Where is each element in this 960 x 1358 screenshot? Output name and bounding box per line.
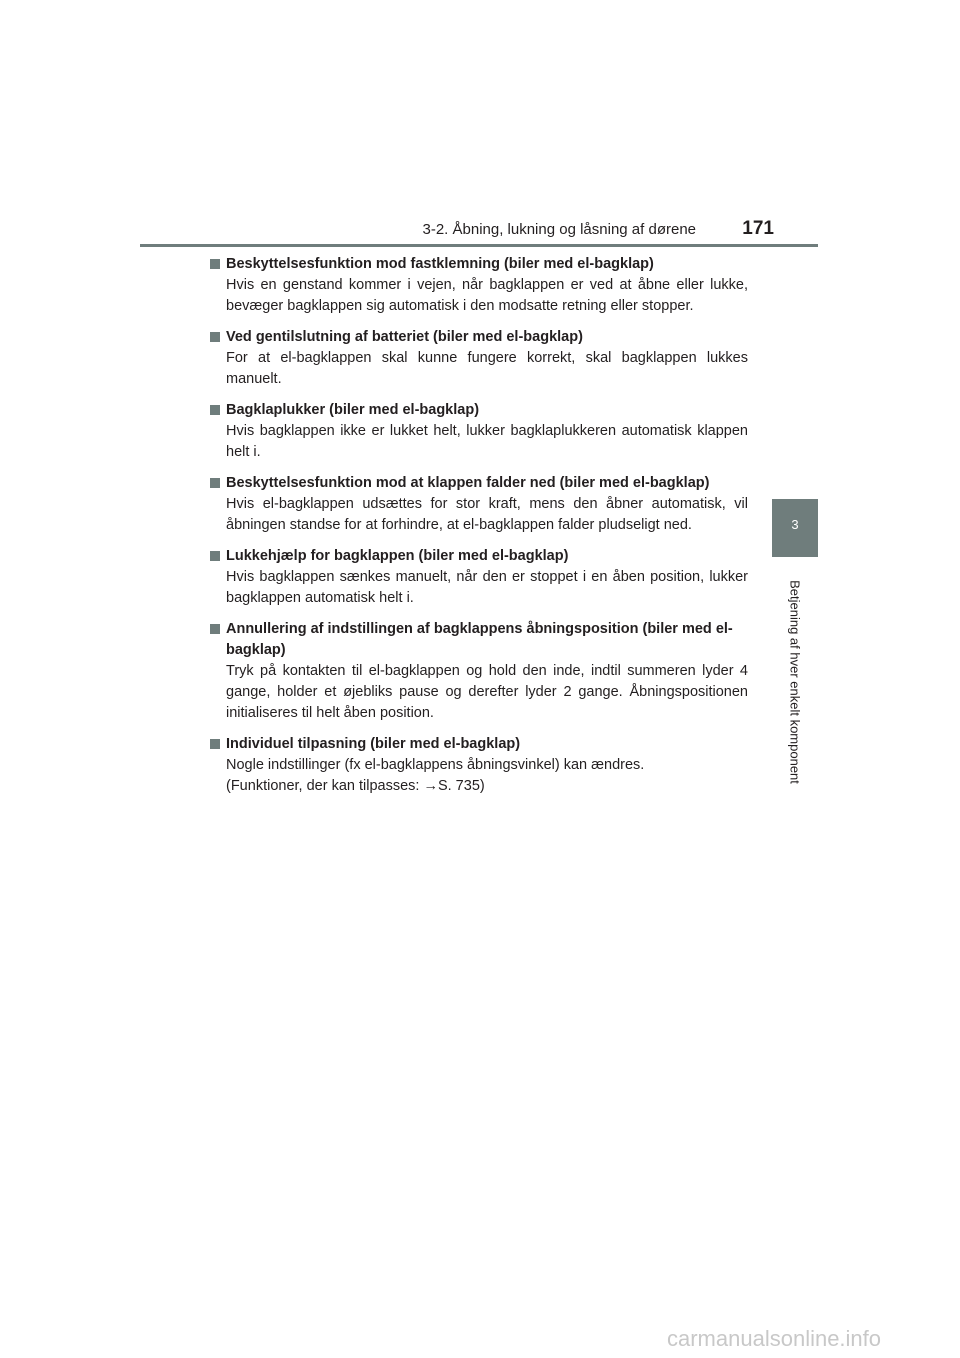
paragraph: Hvis bagklappen sænkes manuelt, når den er stoppet i en åben position, lukker bagklappen automatisk helt i.	[226, 569, 748, 606]
square-bullet-icon	[210, 624, 220, 634]
paragraph: Hvis el-bagklappen udsættes for stor kraft, mens den åbner automatisk, vil åbningen standse for at forhindre, at el-bagklappen falder pludseligt ned.	[226, 496, 748, 533]
paragraph: Hvis bagklappen ikke er lukket helt, lukker bagklaplukkeren automatisk klappen helt i.	[226, 423, 748, 460]
square-bullet-icon	[210, 478, 220, 488]
square-bullet-icon	[210, 332, 220, 342]
section-heading	[210, 734, 748, 755]
section-heading-text: Beskyttelsesfunktion mod at klappen falder ned (biler med el-bagklap)	[226, 475, 710, 491]
section-heading	[210, 473, 748, 494]
paragraph: Tryk på kontakten til el-bagklappen og hold den inde, indtil summeren lyder 4 gange, holder et øjebliks pause og derefter lyder 2 gange. Åbningspositionen initialiseres til helt åben position.	[226, 663, 748, 721]
page-header	[140, 218, 818, 246]
square-bullet-icon	[210, 551, 220, 561]
chapter-number: 3	[791, 517, 799, 532]
section-closing-assist	[210, 546, 748, 609]
chapter-title: Betjening af hver enkelt komponent	[787, 580, 803, 784]
section-body	[210, 755, 748, 797]
section-body	[210, 421, 748, 463]
section-body	[210, 275, 748, 317]
section-heading-text: Beskyttelsesfunktion mod fastklemning (biler med el-bagklap)	[226, 256, 654, 272]
section-customization	[210, 734, 748, 797]
paragraph: Hvis en genstand kommer i vejen, når bagklappen er ved at åbne eller lukke, bevæger bagklappen sig automatisk i den modsatte retning eller stopper.	[226, 277, 748, 314]
section-heading-text: Annullering af indstillingen af bagklappens åbningsposition (biler med el-bagklap)	[226, 621, 733, 658]
section-heading-text: Lukkehjælp for bagklappen (biler med el-bagklap)	[226, 548, 569, 564]
watermark: carmanualsonline.info	[667, 1326, 882, 1351]
section-heading	[210, 254, 748, 275]
section-cancel-opening-position	[210, 619, 748, 724]
section-heading-text: Individuel tilpasning (biler med el-bagklap)	[226, 736, 521, 752]
section-heading-text: Bagklaplukker (biler med el-bagklap)	[226, 402, 480, 418]
page-number: 171	[742, 218, 774, 239]
square-bullet-icon	[210, 259, 220, 269]
section-body	[210, 494, 748, 536]
section-body	[210, 567, 748, 609]
chapter-tab	[772, 499, 818, 557]
section-fall-protection	[210, 473, 748, 536]
page-reference: (Funktioner, der kan tilpasses: →S. 735)	[226, 778, 485, 794]
section-body	[210, 348, 748, 390]
section-heading	[210, 400, 748, 421]
section-title: 3-2. Åbning, lukning og låsning af dørene	[422, 221, 696, 238]
square-bullet-icon	[210, 739, 220, 749]
main-content	[210, 254, 748, 807]
section-battery-reconnect	[210, 327, 748, 390]
header-divider	[140, 244, 818, 247]
chapter-label-area	[776, 566, 814, 798]
section-heading-text: Ved gentilslutning af batteriet (biler med el-bagklap)	[226, 329, 583, 345]
section-heading	[210, 619, 748, 661]
section-heading	[210, 327, 748, 348]
section-heading	[210, 546, 748, 567]
square-bullet-icon	[210, 405, 220, 415]
paragraph: Nogle indstillinger (fx el-bagklappens åbningsvinkel) kan ændres.	[226, 757, 645, 773]
section-body	[210, 661, 748, 724]
section-pinch-protection	[210, 254, 748, 317]
section-tailgate-closer	[210, 400, 748, 463]
paragraph: For at el-bagklappen skal kunne fungere korrekt, skal bagklappen lukkes manuelt.	[226, 350, 748, 387]
